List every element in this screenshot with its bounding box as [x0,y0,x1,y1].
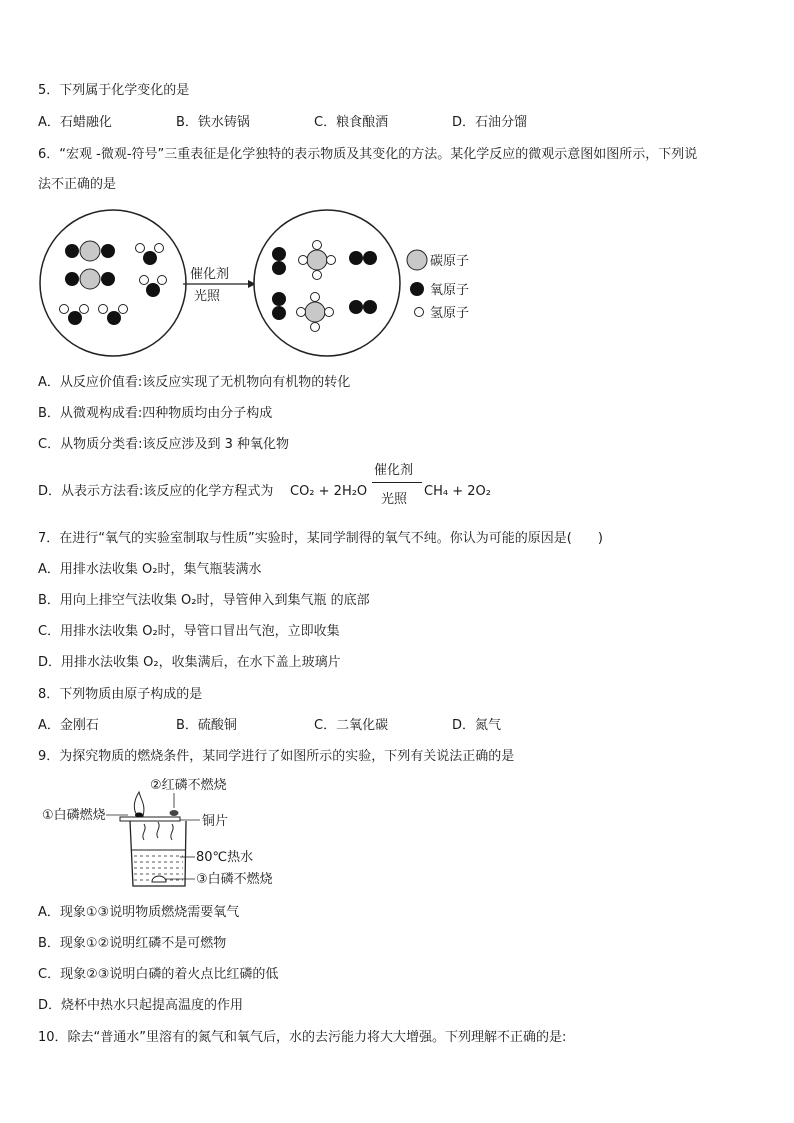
q9-stem: 9．为探究物质的燃烧条件，某同学进行了如图所示的实验，下列有关说法正确的是 [38,749,515,764]
flame-icon [134,792,144,816]
light-label: 光照 [194,289,221,304]
q5-option-d: D．石油分馏 [452,115,528,130]
legend-oxygen-icon [410,282,424,296]
catalyst-label: 催化剂 [190,267,230,282]
steam-icon [143,824,145,840]
legend-hydrogen-icon [415,308,424,317]
q9-option-b: B．现象①②说明红磷不是可燃物 [38,936,227,951]
label-copper-sheet: 铜片 [202,814,229,829]
equation-condition-top: 催化剂 [374,463,414,478]
products-circle [254,210,400,356]
q6-option-d-prefix: D．从表示方法看:该反应的化学方程式为 [38,484,274,499]
q5-option-a: A．石蜡融化 [38,115,112,130]
underwater-white-phosphorus [152,876,166,882]
q5-stem: 5．下列属于化学变化的是 [38,83,190,98]
label-white-phosphorus-underwater: ③白磷不燃烧 [196,872,273,887]
equation-right-side: CH₄ + 2O₂ [424,484,491,499]
q8-option-b: B．硫酸铜 [176,718,237,733]
legend-hydrogen-label: 氢原子 [430,306,470,321]
q7-option-d: D．用排水法收集 O₂，收集满后，在水下盖上玻璃片 [38,655,341,670]
equation-condition-bottom: 光照 [381,492,408,507]
equation-fraction-line [372,482,422,483]
q8-option-d: D．氮气 [452,718,502,733]
red-phosphorus-lump [170,810,179,816]
q10-stem: 10．除去“普通水”里溶有的氮气和氧气后，水的去污能力将大大增强。下列理解不正确的是: [38,1030,567,1045]
q6-stem-line1: 6．“宏观 -微观-符号”三重表征是化学独特的表示物质及其变化的方法。某化学反应的微观示意图如图所示，下列说 [38,147,698,162]
q6-option-b: B．从微观构成看:四种物质均由分子构成 [38,406,273,421]
q7-stem: 7．在进行“氧气的实验室制取与性质”实验时，某同学制得的氧气不纯。你认为可能的原因是( ) [38,531,603,546]
legend-oxygen-label: 氧原子 [430,283,470,298]
steam-icon [171,824,173,840]
q8-option-c: C．二氧化碳 [314,718,389,733]
equation-left-side: CO₂ + 2H₂O [290,484,368,499]
q6-option-a: A．从反应价值看:该反应实现了无机物向有机物的转化 [38,375,351,390]
label-white-phosphorus-burning: ①白磷燃烧 [42,808,106,823]
copper-sheet [120,817,180,821]
q8-stem: 8．下列物质由原子构成的是 [38,687,203,702]
q9-option-a: A．现象①③说明物质燃烧需要氧气 [38,905,240,920]
label-red-phosphorus-not-burning: ②红磷不燃烧 [150,778,227,793]
combustion-experiment-diagram [40,770,300,895]
legend-carbon-icon [407,250,427,270]
q7-option-a: A．用排水法收集 O₂时，集气瓶装满水 [38,562,262,577]
q6-stem-line2: 法不正确的是 [38,177,117,192]
legend-carbon-label: 碳原子 [430,254,470,269]
reaction-micro-diagram [38,208,488,358]
q5-option-c: C．粮食酿酒 [314,115,389,130]
q9-option-c: C．现象②③说明白磷的着火点比红磷的低 [38,967,279,982]
white-phosphorus-lump [135,813,143,818]
q7-option-b: B．用向上排空气法收集 O₂时，导管伸入到集气瓶 的底部 [38,593,370,608]
label-hot-water: 80℃热水 [196,850,254,865]
steam-icon [157,822,159,838]
q8-option-a: A．金刚石 [38,718,99,733]
q6-option-c: C．从物质分类看:该反应涉及到 3 种氧化物 [38,437,289,452]
q9-option-d: D．烧杯中热水只起提高温度的作用 [38,998,244,1013]
q7-option-c: C．用排水法收集 O₂时，导管口冒出气泡，立即收集 [38,624,340,639]
q5-option-b: B．铁水铸锅 [176,115,250,130]
